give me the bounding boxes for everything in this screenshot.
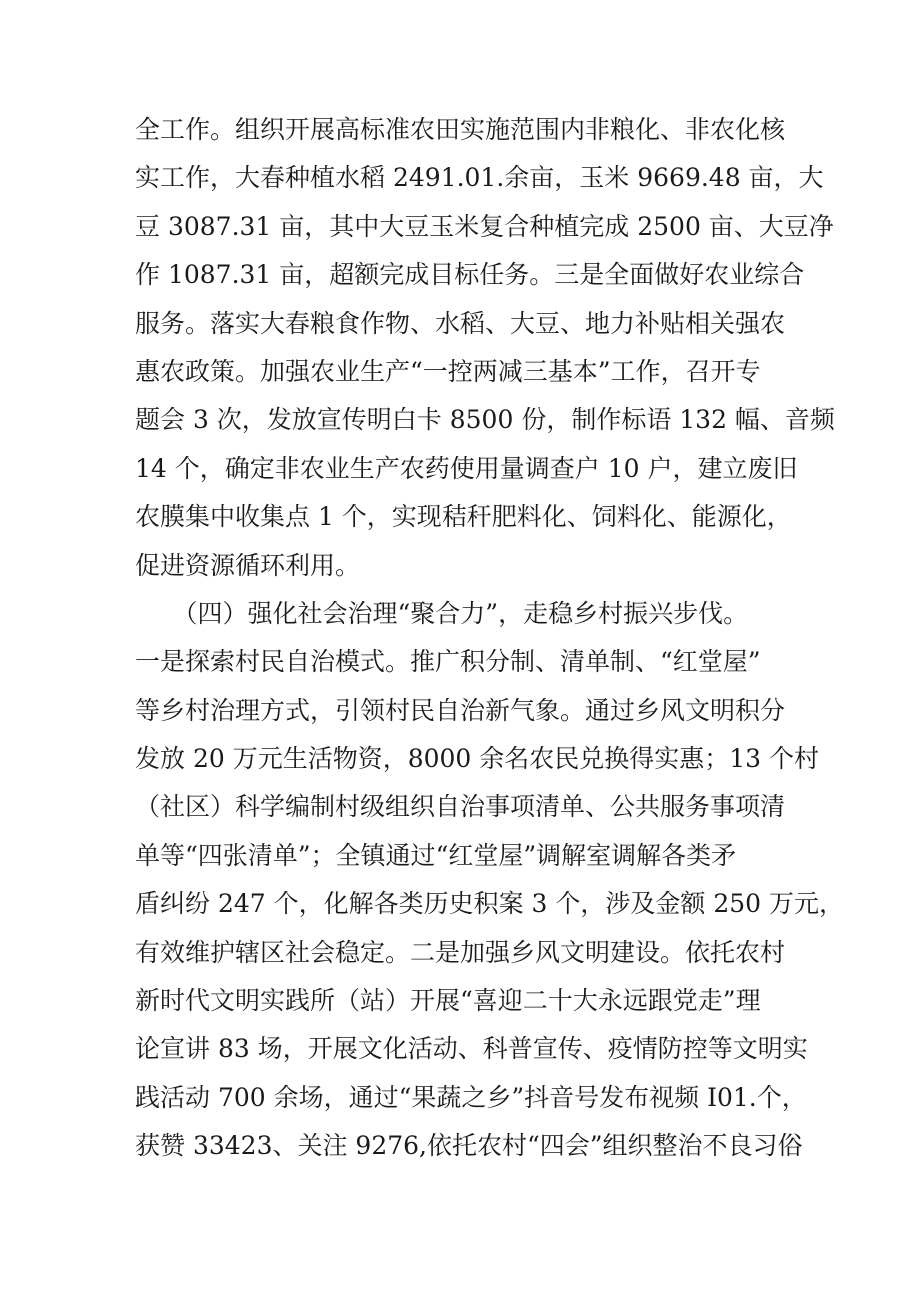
text-line: 实工作，大春种植水稻 2491.01.余亩，玉米 9669.48 亩，大 — [135, 163, 824, 193]
body-text — [135, 106, 845, 1171]
text-line: 农膜集中收集点 1 个，实现秸秆肥料化、饲料化、能源化， — [135, 502, 792, 532]
text-line: 论宣讲 83 场，开展文化活动、科普宣传、疫情防控等文明实 — [135, 1034, 808, 1064]
text-line: 惠农政策。加强农业生产“一控两减三基本”工作，召开专 — [135, 356, 761, 386]
text-line: 作 1087.31 亩，超额完成目标任务。三是全面做好农业综合 — [135, 260, 805, 290]
text-line: 有效维护辖区社会稳定。二是加强乡风文明建设。依托农村 — [135, 937, 786, 967]
text-line: （社区）科学编制村级组织自治事项清单、公共服务事项清 — [135, 792, 786, 822]
text-line: 发放 20 万元生活物资，8000 余名农民兑换得实惠；13 个村 — [135, 744, 820, 774]
text-line: 题会 3 次，发放宣传明白卡 8500 份，制作标语 132 幅、音频 — [135, 405, 835, 435]
text-line: 等乡村治理方式，引领村民自治新气象。通过乡风文明积分 — [135, 695, 786, 725]
text-line: 获赞 33423、关注 9276,依托农村“四会”组织整治不良习俗 — [135, 1131, 803, 1161]
text-line: 服务。落实大春粮食作物、水稻、大豆、地力补贴相关强农 — [135, 308, 786, 338]
text-line: 豆 3087.31 亩，其中大豆玉米复合种植完成 2500 亩、大豆净 — [135, 211, 834, 241]
text-line: 盾纠纷 247 个，化解各类历史积案 3 个，涉及金额 250 万元， — [135, 889, 845, 919]
text-line: 14 个，确定非农业生产农药使用量调查户 10 户，建立废旧 — [135, 453, 798, 483]
text-line: 践活动 700 余场，通过“果蔬之乡”抖音号发布视频 I01.个， — [135, 1082, 807, 1112]
section-heading-line: （四）强化社会治理“聚合力”，走稳乡村振兴步伐。 — [135, 598, 749, 628]
text-line: 单等“四张清单”；全镇通过“红堂屋”调解室调解各类矛 — [135, 840, 737, 870]
text-line: 新时代文明实践所（站）开展“喜迎二十大永远跟党走”理 — [135, 986, 761, 1016]
text-line: 促进资源循环利用。 — [135, 550, 361, 580]
text-line: 一是探索村民自治模式。推广积分制、清单制、“红堂屋” — [135, 647, 761, 677]
text-line: 全工作。组织开展高标准农田实施范围内非粮化、非农化核 — [135, 115, 786, 144]
